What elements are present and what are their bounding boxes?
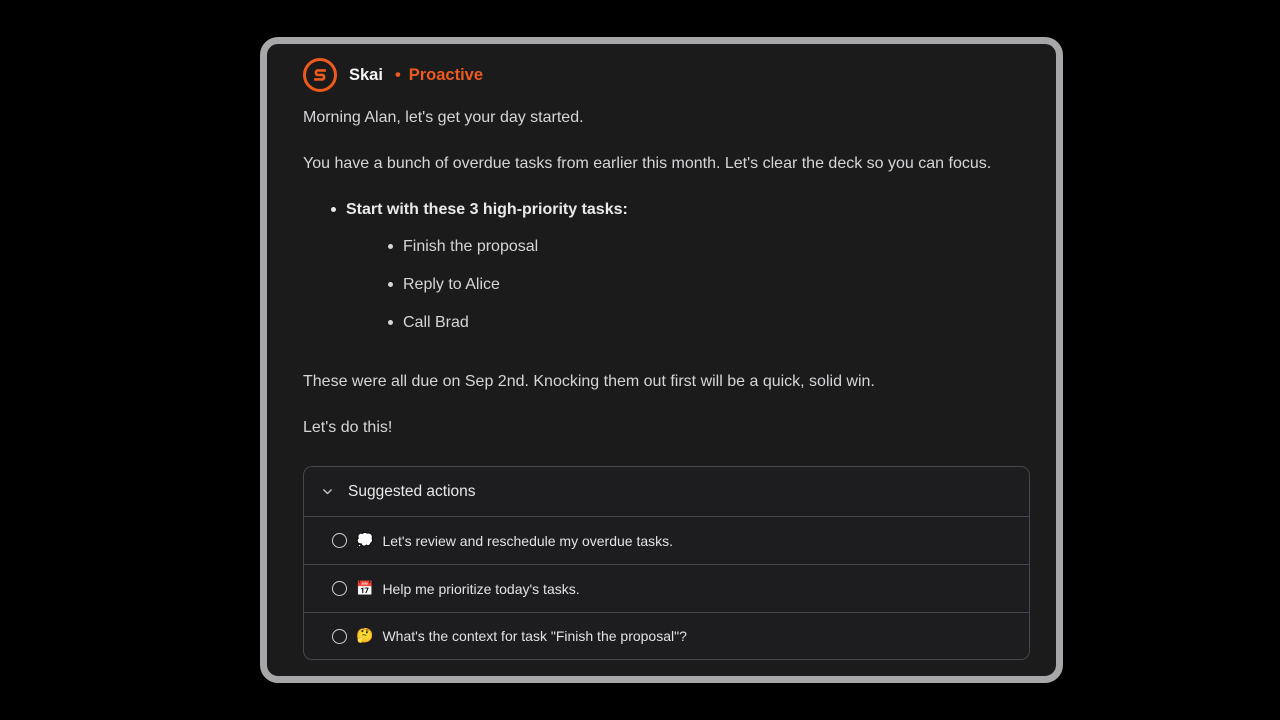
- suggested-actions-toggle[interactable]: [304, 467, 1029, 516]
- suggested-action-prioritize[interactable]: [304, 564, 1029, 612]
- option-label: Let's review and reschedule my overdue tasks.: [382, 532, 674, 549]
- thinking-face-icon: 🤔: [356, 628, 374, 644]
- task-list: [303, 197, 1030, 335]
- suggested-actions-title: Suggested actions: [348, 482, 476, 500]
- mode-label: Proactive: [408, 65, 484, 84]
- task-list-heading: Start with these 3 high-priority tasks: Finish the proposal Reply to Alice Call Brad: [331, 197, 1030, 335]
- overview-text: You have a bunch of overdue tasks from earlier this month. Let's clear the deck so you can focus.: [303, 155, 992, 172]
- option-label: What's the context for task "Finish the proposal"?: [382, 628, 687, 644]
- skai-logo-icon: [303, 58, 337, 92]
- radio-button[interactable]: [332, 629, 347, 644]
- chevron-down-icon[interactable]: [320, 485, 334, 499]
- brand-name: Skai: [349, 65, 383, 84]
- list-item: Finish the proposal: [388, 234, 1030, 259]
- mode-badge: [395, 66, 483, 85]
- chat-window: [260, 37, 1063, 683]
- due-date-text: These were all due on Sep 2nd. Knocking them out first will be a quick, solid win.: [303, 373, 875, 390]
- list-item: Reply to Alice: [388, 272, 1030, 297]
- radio-button[interactable]: [332, 581, 347, 596]
- calendar-icon: 📅: [356, 580, 374, 597]
- closing-text: Let's do this!: [303, 419, 393, 436]
- suggested-action-context[interactable]: [304, 612, 1029, 659]
- mode-separator: •: [394, 65, 401, 84]
- chat-content: [267, 44, 1056, 676]
- suggested-actions-panel: [303, 466, 1030, 660]
- assistant-message: [303, 105, 1030, 440]
- suggested-action-reschedule[interactable]: [304, 516, 1029, 564]
- list-item: Call Brad: [388, 310, 1030, 335]
- option-label: Help me prioritize today's tasks.: [382, 580, 580, 597]
- greeting-text: Morning Alan, let's get your day started.: [303, 109, 584, 126]
- message-header: [303, 58, 1030, 92]
- task-sublist: [346, 234, 1030, 335]
- radio-button[interactable]: [332, 533, 347, 548]
- thought-balloon-icon: 💭: [356, 532, 374, 549]
